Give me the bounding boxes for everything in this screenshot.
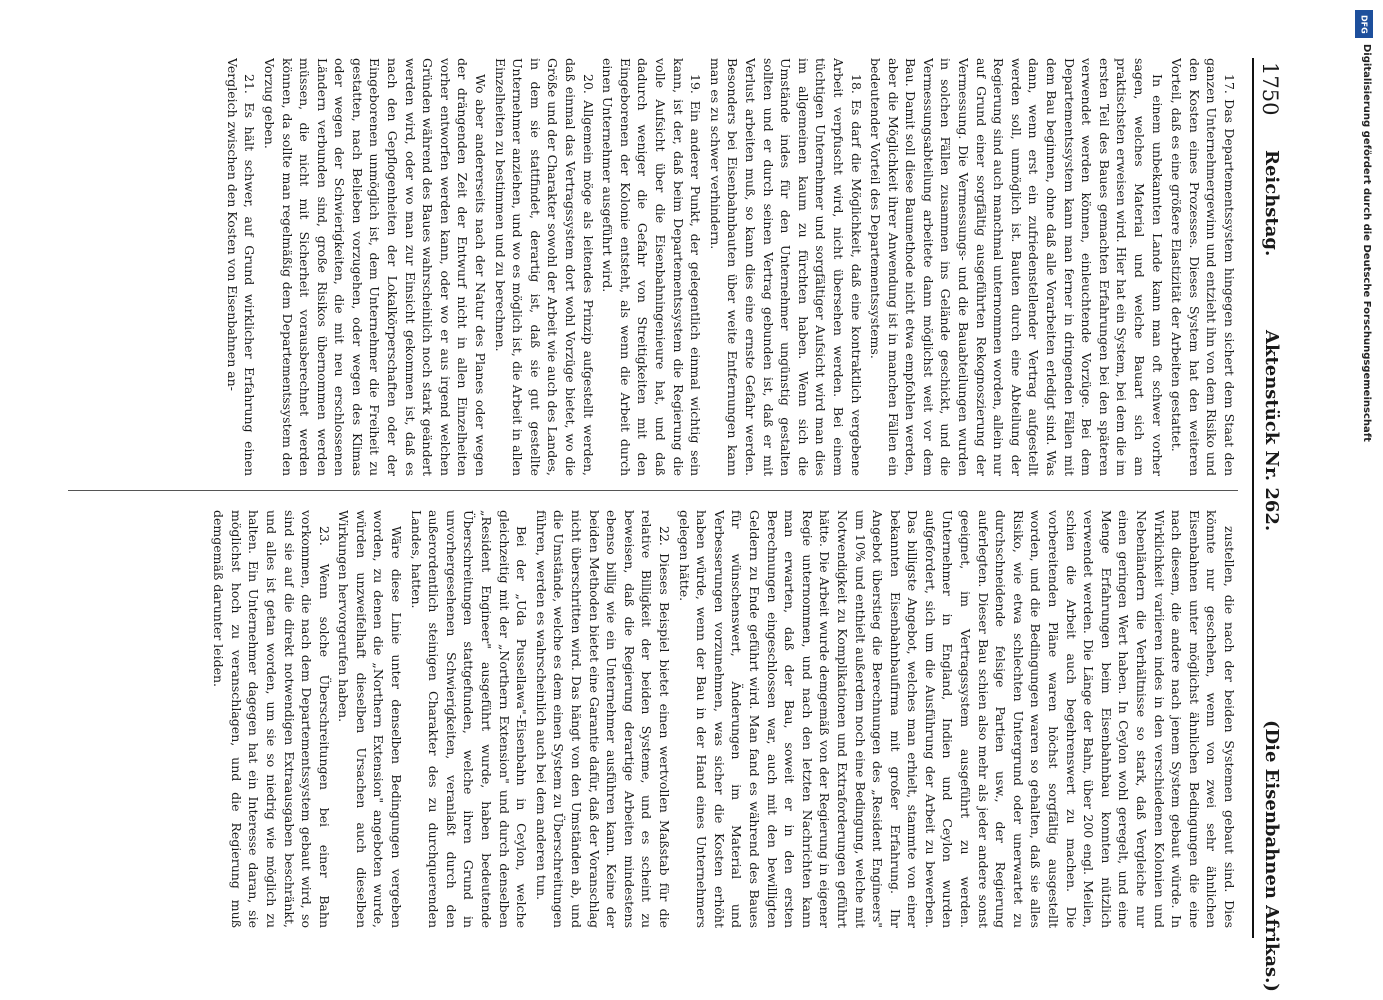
paragraph: zustellen, die nach der beiden Systemen gebaut sind. Dies könnte nur geschehen, wenn von zwei sehr ähnlichen Eisenbahnen unter möglichst ähnlichen Bedingungen die eine nach diesem, die andere nach jenem System gebaut würde. In Wirklichkeit variieren indes in den verschiedenen Kolonien und Nebenländern die Verhältnisse so stark, daß Vergleiche nur einen geringen Wert haben. In Ceylon wohl geregelt, und eine Menge Erfahrungen beim Eisenbahnbau konnten nützlich verwendet werden. Die Länge der Bahn, über 200 engl. Meilen, schien die Arbeit auch begehrenswert zu machen. Die vorbereitenden Pläne waren höchst sorgfältig ausgestellt worden, und die Bedingungen waren so gehalten, daß sie alles Risiko, wie etwa schlechten Untergrund oder unerwartet zu durchschneidende felsige Partien usw., der Regierung auferlegten. Dieser Bau schien also mehr als jeder andere sonst geeignet, im Vertragssystem ausgeführt zu werden. Unternehmer in England, Indien und Ceylon wurden aufgefordert, sich um die Ausführung der Arbeit zu bewerben. Das billigste Angebot, welches man erhielt, stammte von einer bekannten Eisenbahnbaufirma mit großer Erfahrung. Ihr Angebot überstieg die Berechnungen des „Resident Engineers" um 10% und enthielt außerdem noch eine Bedingung, welche mit Notwendigkeit zu Komplikationen und Extraforderungen geführt hätte. Die Arbeit wurde demgemäß von der Regierung in eigener Regie unternommen, und nach den letzten Nachrichten kann man erwarten, daß der Bau, soweit er in den ersten Berechnungen eingeschlossen war, auch mit den bewilligten Geldern zu Ende geführt wird. Man fand es während des Baues für wünschenswert, Änderungen im Material und Verbesserungen vorzunehmen, was sicher die Kosten erhöht haben würde, wenn der Bau in der Hand eines Unternehmers gelegen hätte. xyxy=(676,510,1237,928)
paragraph: 17. Das Departementssystem hingegen sichert dem Staat den ganzen Unternehmergewinn und entzieht ihn von dem Risiko und den Kosten eines Prozesses. Dieses System hat den weiteren Vorteil, daß es eine größere Elastizität der Arbeiten gestattet. xyxy=(1169,58,1237,476)
page-number: 1750 xyxy=(1258,62,1282,116)
paragraph: 23. Wenn solche Überschreitungen bei einer Bahn vorkommen, die nach dem Departementssystem gebaut wird, so sind sie auf die direkt notwendigen Extraausgaben beschränkt, und alles ist getan worden, um sie so niedrig wie möglich zu halten. Ein Unternehmer dagegen hat ein Interesse daran, sie möglichst hoch zu veranschlagen, und die Regierung muß demgemäß darunter leiden. xyxy=(211,510,332,928)
header-document-number: Aktenstück Nr. 262. xyxy=(1261,330,1282,532)
attribution-strip xyxy=(1357,4,1379,704)
paragraph: 21. Es hält schwer, auf Grund wirklicher Erfahrung einen Vergleich zwischen den Kosten von Eisenbahnen an- xyxy=(224,58,258,476)
dfg-logo: DFG xyxy=(1355,10,1373,38)
paragraph: Wo aber andererseits nach der Natur des Planes oder wegen der drängenden Zeit der Entwurf nicht in allen Einzelheiten vorher entworfen werden kann, oder wo er aus irgend welchen Gründen während des Baues wahrscheinlich noch stark geändert werden wird, oder wo man zur Einsicht gekommen ist, daß es nach den Gepflogenheiten der Lokalkörperschaften oder der Eingeborenen unmöglich ist, dem Unternehmer die Freiheit zu gestatten, nach Belieben vorzugehen, oder wegen des Klimas oder wegen der Schwierigkeiten, die mit neu erschlossenen Ländern verbunden sind, große Risikos übernommen werden müssen, die nicht mit Sicherheit vorausberechnet werden können, da sollte man regelmäßig dem Departementssystem den Vorzug geben. xyxy=(261,58,489,476)
paragraph: 20. Allgemein möge als leitendes Prinzip aufgestellt werden, daß einmal das Vertragssystem dort wohl Vorzüge bietet, wo die Größe und der Charakter sowohl der Arbeit wie auch des Landes, in dem sie stattfindet, derartig ist, daß sie gut gestellte Unternehmer anziehen, und wo es möglich ist, die Arbeit in allen Einzelheiten zu bestimmen und zu berechnen. xyxy=(492,58,596,476)
paragraph: 19. Ein anderer Punkt, der gelegentlich einmal wichtig sein kann, ist der, daß beim Departementssystem die Regierung die volle Aufsicht über die Eisenbahningenieure hat, und daß dadurch weniger die Gefahr von Streitigkeiten mit den Eingeborenen der Kolonie entsteht, als wenn die Arbeit durch einen Unternehmer ausgeführt wird. xyxy=(600,58,704,476)
header-rule xyxy=(1252,58,1254,938)
left-column xyxy=(28,58,1238,476)
paragraph: In einem unbekannten Lande kann man oft schwer vorher sagen, welches Material und welche Bauart sich am praktischsten erweisen wird. Hier hat ein System, bei dem die im ersten Teil des Baues gemachten Erfahrungen bei den späteren verwendet werden können, einleuchtende Vorzüge. Bei dem Departementssystem kann man ferner in dringenden Fällen mit dem Bau beginnen, ohne daß alle Vorarbeiten erledigt sind. Was dann, wenn erst ein zufriedenstellender Vertrag aufgestellt werden soll, unmöglich ist. Bauten durch eine Abteilung der Regierung sind auch manchmal unternommen worden, allein nur auf Grund einer sorgfältig ausgeführten Rekognoszierung der Vermessung. Die Vermessungs- und die Bauabteilungen wurden in solchen Fällen zusammen ins Gelände geschickt, und die Vermessungsabteilung arbeitete dann möglichst weit vor dem Bau. Damit soll diese Baumethode nicht etwa empfohlen werden, aber die Möglichkeit ihrer Anwendung ist in manchen Fällen ein bedeutender Vorteil des Departementssystems. xyxy=(868,58,1165,476)
attribution-text: Digitalisierung gefördert durch die Deutsche Forschungsgemeinschaft xyxy=(1361,44,1372,442)
column-divider xyxy=(68,490,1238,491)
right-column xyxy=(28,510,1238,928)
paragraph: Bei der „Uda Pussellawa"-Eisenbahn in Ceylon, welche gleichzeitig mit der „Northern Extension" und durch denselben „Resident Engineer" ausgeführt wurde, haben bedeutende Überschreitungen stattgefunden, welche ihren Grund in unvorhergesehenen Schwierigkeiten, veranlaßt durch den außerordentlich steinigen Charakter des zu durchquerenden Landes, hatten. xyxy=(408,510,530,928)
paragraph: 18. Es darf die Möglichkeit, daß eine kontraktlich vergebene Arbeit verpfuscht wird, nicht übersehen werden. Bei einem tüchtigen Unternehmer und sorgfältiger Aufsicht wird man dies im allgemeinen kaum zu fürchten haben. Wenn sich die Umstände indes für den Unternehmer ungünstig gestalten sollten und er durch seinen Vertrag gebunden ist, daß er mit Verlust arbeiten muß, so kann dies eine ernste Gefahr werden. Besonders bei Eisenbahnbauten über weite Entfernungen kann man es zu schwer verhindern. xyxy=(707,58,864,476)
paragraph: Wäre diese Linie unter denselben Bedingungen vergeben worden, zu denen die „Northern Extension" angeboten wurde, würden unzweifelhaft dieselben Ursachen auch dieselben Wirkungen hervorgerufen haben. xyxy=(336,510,405,928)
header-left: Reichstag. xyxy=(1261,150,1282,257)
header-section-title: (Die Eisenbahnen Afrikas.) xyxy=(1261,720,1282,992)
paragraph: 22. Dieses Beispiel bietet einen wertvollen Maßstab für die relative Billigkeit der beiden Systeme, und es scheint zu beweisen, daß die Regierung derartige Arbeiten mindestens ebenso billig wie ein Unternehmer ausführen kann. Keine der beiden Methoden bietet eine Garantie dafür, daß der Voranschlag nicht überschritten wird. Das hängt von den Umständen ab, und die Umstände, welche es dem einen System zu Überschreitungen führen, werden es wahrscheinlich auch bei dem anderen tun. xyxy=(533,510,672,928)
